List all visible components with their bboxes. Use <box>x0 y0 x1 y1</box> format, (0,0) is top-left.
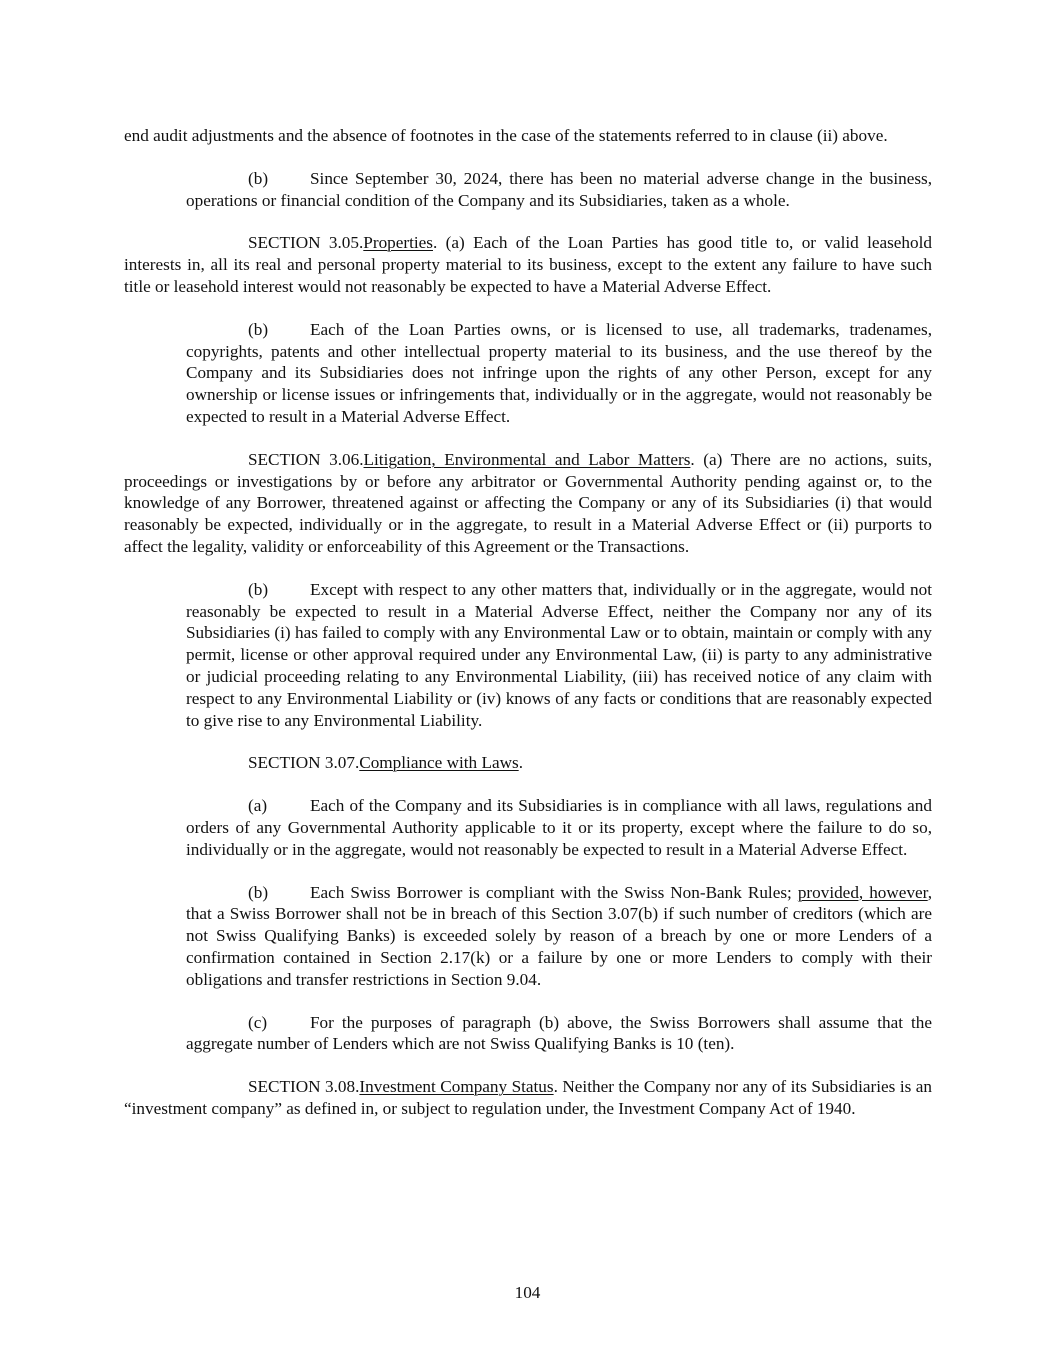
section-title: Litigation, Environmental and Labor Matters <box>363 449 691 469</box>
clause-label: (c) <box>248 1012 268 1032</box>
clause-text-post: , that a Swiss Borrower shall not be in breach of this Section 3.07(b) if such number of creditors (which are not Swiss Qualifying Banks) is exceeded solely by reason of a breach by one or more Lenders of a confirmation contained in Section 2.17(k) or a failure by one or more Lenders to comply with their obligations and transfer restrictions in Section 9.04. <box>186 882 932 989</box>
section-title: Properties <box>363 233 433 253</box>
document-page <box>124 125 932 1120</box>
section-3-07 <box>124 752 932 774</box>
paragraph-3-07-a <box>186 795 932 860</box>
paragraph-3-07-b <box>186 882 932 991</box>
section-number: SECTION 3.08. <box>248 1077 360 1097</box>
section-3-05 <box>124 232 932 297</box>
section-3-08 <box>124 1076 932 1120</box>
clause-text-pre: Each Swiss Borrower is compliant with the Swiss Non-Bank Rules; <box>310 882 798 902</box>
clause-text: Each of the Company and its Subsidiaries is in compliance with all laws, regulations and orders of any Governmental Authority applicable to it or its property, except where the failure to do so, individually or in the aggregate, would not reasonably be expected to result in a Material Adverse Effect. <box>186 796 932 859</box>
clause-text: For the purposes of paragraph (b) above, the Swiss Borrowers shall assume that the aggregate number of Lenders which are not Swiss Qualifying Banks is 10 (ten). <box>186 1012 932 1054</box>
proviso-term: provided, however <box>797 882 928 902</box>
section-text: . (a) Each of the Loan Parties has good title to, or valid leasehold interests in, all its real and personal property material to its business, except to the extent any failure to have such title or leasehold interest would not reasonably be expected to have a Material Adverse Effect. <box>124 233 932 296</box>
paragraph-3-06-b <box>186 579 932 732</box>
section-title: Investment Company Status <box>359 1077 554 1097</box>
clause-text: Except with respect to any other matters that, individually or in the aggregate, would not reasonably be expected to result in a Material Adverse Effect, neither the Company nor any of its Subsidiaries (i) has failed to comply with any Environmental Law or to obtain, maintain or comply with any permit, license or other approval required under any Environmental Law, (ii) is party to any administrative or judicial proceeding relating to any Environmental Liability, (iii) has received notice of any claim with respect to any Environmental Liability or (iv) knows of any facts or conditions that are reasonably expected to give rise to any Environmental Liability. <box>186 579 932 730</box>
section-text: . <box>518 753 523 773</box>
section-number: SECTION 3.06. <box>248 449 364 469</box>
section-3-06 <box>124 449 932 558</box>
paragraph-3-07-c <box>186 1012 932 1056</box>
section-text: . Neither the Company nor any of its Subsidiaries is an “investment company” as defined in, or subject to regulation under, the Investment Company Act of 1940. <box>124 1077 932 1118</box>
paragraph-continuation: end audit adjustments and the absence of footnotes in the case of the statements referred to in clause (ii) above. <box>124 126 888 145</box>
section-title: Compliance with Laws <box>359 753 519 773</box>
paragraph-3-04-b <box>186 168 932 212</box>
clause-label: (b) <box>248 168 269 188</box>
clause-label: (a) <box>248 796 268 816</box>
clause-label: (b) <box>248 579 269 599</box>
page-number: 104 <box>514 1283 541 1302</box>
clause-text: Since September 30, 2024, there has been no material adverse change in the business, operations or financial condition of the Company and its Subsidiaries, taken as a whole. <box>186 168 932 210</box>
clause-text: Each of the Loan Parties owns, or is licensed to use, all trademarks, tradenames, copyrights, patents and other intellectual property material to its business, and the use thereof by the Company and its Subsidiaries does not infringe upon the rights of any other Person, except for any ownership or license issues or infringements that, individually or in the aggregate, would not reasonably be expected to result in a Material Adverse Effect. <box>186 319 932 426</box>
section-number: SECTION 3.05. <box>248 233 364 253</box>
paragraph-3-05-b <box>186 319 932 428</box>
clause-label: (b) <box>248 882 269 902</box>
section-text: . (a) There are no actions, suits, proceedings or investigations by or before any arbitrator or Governmental Authority pending against or, to the knowledge of any Borrower, threatened against or affecting the Company or any of its Subsidiaries (i) that would reasonably be expected, individually or in the aggregate, to result in a Material Adverse Effect or (ii) purports to affect the legality, validity or enforceability of this Agreement or the Transactions. <box>124 449 932 556</box>
section-number: SECTION 3.07. <box>248 753 360 773</box>
clause-label: (b) <box>248 319 269 339</box>
